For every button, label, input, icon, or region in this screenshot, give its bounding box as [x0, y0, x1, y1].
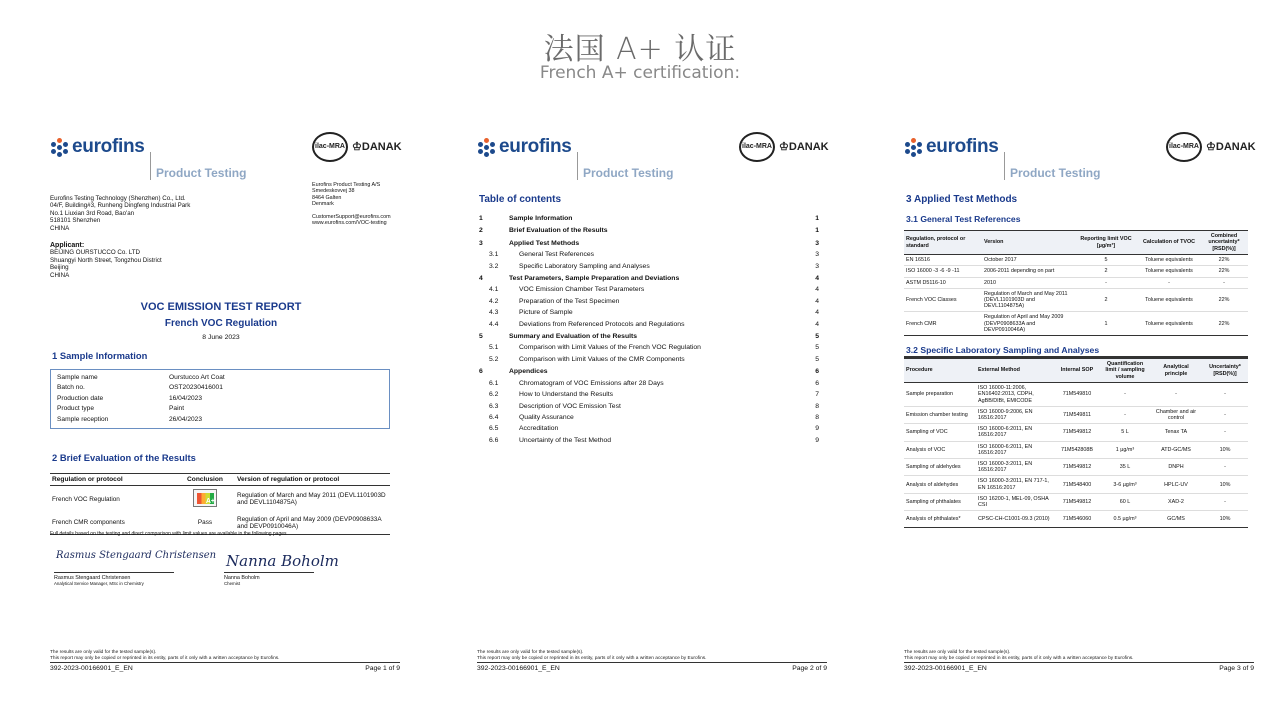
- product-testing-label: Product Testing: [1010, 166, 1101, 180]
- product-testing-label: Product Testing: [583, 166, 674, 180]
- accreditation-logos: [1166, 132, 1260, 164]
- table-row: French CMR Regulation of April and May 2009 (DEVP0908633A and DEVP0910046A) 1 Toluene equivalents 22%: [904, 312, 1248, 336]
- applicant-block: Applicant: BEIJING OURSTUCCO Co. LTD Shuangyi North Street, Tongzhou District Beijing CHINA: [50, 242, 162, 279]
- table-row: Sampling of VOC ISO 16000-6:2011, EN 16516:2017 71M549812 5 L Tenax TA -: [904, 424, 1248, 441]
- accreditation-logos: [312, 132, 406, 164]
- table-of-contents: [479, 212, 819, 446]
- sample-row: Sample name Ourstucco Art Coat: [57, 374, 225, 381]
- toc-entry: 5.1 Comparison with Limit Values of the French VOC Regulation 5: [489, 344, 819, 352]
- table-row: French VOC Regulation A+ Regulation of March and May 2011 (DEVL1101903D and DEVL1104875A): [50, 486, 390, 513]
- toc-entry: 1 Sample Information 1: [479, 215, 819, 222]
- section-2-heading: 2 Brief Evaluation of the Results: [52, 452, 196, 463]
- toc-entry: 6.5 Accreditation 9: [489, 425, 819, 433]
- signer-2-role: Chemist: [224, 581, 241, 586]
- toc-title: Table of contents: [479, 194, 562, 205]
- evaluation-table: Regulation or protocol Conclusion Version of regulation or protocol French VOC Regulation A+ Regulation of March and May 2011 (DEVL1101903D and DEVL1104875A) French CMR components Pass Regulation of April and May 2009 (DEVP0908633A and DEVP0910046A): [50, 473, 390, 535]
- toc-entry: 6.6 Uncertainty of the Test Method 9: [489, 436, 819, 444]
- eurofins-dots-icon: [904, 138, 924, 158]
- slide-title: 法国 A+ 认证: [543, 32, 737, 67]
- sample-row: Production date 16/04/2023: [57, 394, 203, 402]
- sample-row: Batch no. OST20230416001: [57, 384, 223, 392]
- toc-entry: 6 Appendices 6: [479, 368, 819, 376]
- slide-subtitle: French A+ certification:: [539, 63, 741, 83]
- toc-entry: 5.2 Comparison with Limit Values of the CMR Components 5: [489, 355, 819, 363]
- report-id: 392-2023-00166901_E_EN: [477, 665, 560, 672]
- ilac-mra-logo: ilac-MRA: [312, 132, 348, 162]
- sample-info-box: [50, 369, 390, 429]
- report-page-3: [900, 126, 1260, 678]
- ilac-mra-logo: ilac-MRA: [1166, 132, 1202, 162]
- page-number: Page 3 of 9: [1219, 665, 1254, 672]
- sample-row: Sample reception 26/04/2023: [57, 415, 203, 423]
- table-row: Analysis of phthalates* CPSC-CH-C1001-09.3 (2010) 71M546060 0.5 µg/m³ GC/MS 10%: [904, 511, 1248, 528]
- section-3-1-heading: 3.1 General Test References: [906, 214, 1021, 224]
- sample-row: Product type Paint: [57, 405, 185, 413]
- page-number: Page 1 of 9: [365, 665, 400, 672]
- signature-2: Nanna Boholm: [226, 552, 339, 570]
- brand-name: eurofins: [499, 136, 572, 157]
- danak-logo: ♔DANAK: [1206, 141, 1256, 153]
- danak-logo: ♔DANAK: [352, 141, 402, 153]
- toc-entry: 4.1 VOC Emission Chamber Test Parameters 4: [489, 286, 819, 294]
- full-details-note: Full details based on the testing and direct comparison with limit values are available in the following pages: [50, 531, 287, 537]
- table-row: Sampling of phthalates ISO 16200-1, MEL-09, OSHA CSI 71M549812 60 L XAD-2 -: [904, 493, 1248, 510]
- danak-logo: ♔DANAK: [779, 141, 829, 153]
- table-row: Sample preparation ISO 16000-11:2006, EN16402:2013, CDPH, AgBB/DIBt, EMICODE 71M549810 - - -: [904, 383, 1248, 407]
- toc-entry: 4.4 Deviations from Referenced Protocols and Regulations 4: [489, 320, 819, 328]
- specific-sampling-table: Procedure External Method Internal SOP Quantification limit / sampling volume Analytical principle Uncertainty* [RSD(%)] Sample preparation ISO 16000-11:2006, EN16402:2013, CDPH, AgBB/DIBt, EMICODE 71M549810 - - - Emission chamber testing ISO 16000-9:2006, EN 16516:2017 71M549811 - Chamber and air control - Sampling of VOC ISO 16000-6:2011, EN 16516:2017 71M549812 5 L Tenax TA - Analysis of VOC ISO 16000-6:2011, EN 16516:2017 71M542808B 1 µg/m³ ATD-GC/MS 10% Sampling of aldehydes ISO 16000-3:2011, EN 16516:2017 71M549812 35 L DNPH - Analysis of aldehydes ISO 16000-3:2011, EN 717-1, EN 16516:2017 71M548400 3-6 µg/m³ HPLC-UV 10% Sampling of phthalates ISO 16200-1, MEL-09, OSHA CSI 71M549812 60 L XAD-2 - Analysis of phthalates* CPSC-CH-C1001-09.3 (2010) 71M546060 0.5 µg/m³ GC/MS 10%: [904, 358, 1248, 528]
- table-row: Sampling of aldehydes ISO 16000-3:2011, EN 16516:2017 71M549812 35 L DNPH -: [904, 459, 1248, 476]
- signer-1-role: Analytical Service Manager, MSc in Chemistry: [54, 581, 144, 586]
- table-row: EN 16516 October 2017 5 Toluene equivalents 22%: [904, 255, 1248, 266]
- toc-entry: 2 Brief Evaluation of the Results 1: [479, 227, 819, 235]
- dk-address: Eurofins Product Testing A/S Smedeskovvej 38 8464 Galten Denmark CustomerSupport@eurofins.com www.eurofins.com/VOC-testing: [312, 182, 391, 227]
- table-row: Analysis of aldehydes ISO 16000-3:2011, EN 717-1, EN 16516:2017 71M548400 3-6 µg/m³ HPLC-UV 10%: [904, 476, 1248, 493]
- report-page-1: [46, 126, 406, 678]
- footer-note: The results are only valid for the tested sample(s). This report may only be copied or reprinted in its entity, parts of it only with a written acceptance by Eurofins.: [50, 650, 280, 661]
- accreditation-logos: [739, 132, 833, 164]
- table-row: Analysis of VOC ISO 16000-6:2011, EN 16516:2017 71M542808B 1 µg/m³ ATD-GC/MS 10%: [904, 441, 1248, 458]
- toc-entry: 6.2 How to Understand the Results 7: [489, 391, 819, 399]
- report-date: 8 June 2023: [202, 334, 240, 341]
- a-plus-label-icon: A+: [193, 489, 217, 507]
- report-subtitle: French VOC Regulation: [164, 318, 278, 329]
- toc-entry: 5 Summary and Evaluation of the Results 5: [479, 333, 819, 341]
- footer-note: The results are only valid for the tested sample(s). This report may only be copied or reprinted in its entity, parts of it only with a written acceptance by Eurofins.: [477, 650, 707, 661]
- toc-entry: 4 Test Parameters, Sample Preparation and Deviations 4: [479, 275, 819, 283]
- eurofins-logo: [477, 136, 697, 180]
- report-page-2: [473, 126, 833, 678]
- table-row: French VOC Classes Regulation of March and May 2011 (DEVL1101903D and DEVL1104875A) 2 Toluene equivalents 22%: [904, 288, 1248, 312]
- toc-entry: 3.2 Specific Laboratory Sampling and Analyses 3: [489, 262, 819, 270]
- signer-2-name: Nanna Boholm: [224, 575, 260, 581]
- product-testing-label: Product Testing: [156, 166, 247, 180]
- section-3-heading: 3 Applied Test Methods: [906, 194, 1018, 205]
- eurofins-dots-icon: [477, 138, 497, 158]
- lab-address: Eurofins Testing Technology (Shenzhen) Co., Ltd. 04/F, Building#3, Runheng Dingfeng Industrial Park No.1 Liuxian 3rd Road, Bao'an 518101 Shenzhen CHINA: [50, 195, 191, 232]
- ilac-mra-logo: ilac-MRA: [739, 132, 775, 162]
- page-number: Page 2 of 9: [792, 665, 827, 672]
- general-references-table: Regulation, protocol or standard Version Reporting limit VOC [µg/m³] Calculation of TVOC Combined uncertainty* [RSD(%)] EN 16516 October 2017 5 Toluene equivalents 22% ISO 16000 -3 -6 -9 -11 2006-2011 depending on part 2 Toluene equivalents 22% ASTM D5116-10 2010 - - - French VOC Classes Regulation of March and May 2011 (DEVL1101903D and DEVL1104875A) 2 Toluene equivalents 22% French CMR Regulation of April and May 2009 (DEVP0908633A and DEVP0910046A) 1 Toluene equivalents 22%: [904, 230, 1248, 336]
- section-1-heading: 1 Sample Information: [52, 350, 148, 361]
- toc-entry: 6.4 Quality Assurance 8: [489, 413, 819, 421]
- eurofins-logo: [50, 136, 270, 180]
- toc-entry: 6.3 Description of VOC Emission Test 8: [489, 402, 819, 410]
- brand-name: eurofins: [926, 136, 999, 157]
- table-row: ASTM D5116-10 2010 - - -: [904, 277, 1248, 288]
- eurofins-dots-icon: [50, 138, 70, 158]
- eurofins-logo: [904, 136, 1124, 180]
- brand-name: eurofins: [72, 136, 145, 157]
- table-row: French CMR components Pass Regulation of April and May 2009 (DEVP0908633A and DEVP0910046A): [50, 513, 390, 535]
- toc-entry: 4.3 Picture of Sample 4: [489, 309, 819, 317]
- toc-entry: 6.1 Chromatogram of VOC Emissions after 28 Days 6: [489, 379, 819, 387]
- table-row: Emission chamber testing ISO 16000-9:2006, EN 16516:2017 71M549811 - Chamber and air control -: [904, 406, 1248, 423]
- toc-entry: 4.2 Preparation of the Test Specimen 4: [489, 297, 819, 305]
- section-3-2-heading: 3.2 Specific Laboratory Sampling and Analyses: [906, 345, 1100, 355]
- report-id: 392-2023-00166901_E_EN: [50, 665, 133, 672]
- table-row: ISO 16000 -3 -6 -9 -11 2006-2011 depending on part 2 Toluene equivalents 22%: [904, 266, 1248, 277]
- report-title: VOC EMISSION TEST REPORT: [140, 301, 302, 313]
- toc-entry: 3 Applied Test Methods 3: [479, 239, 819, 247]
- footer-note: The results are only valid for the tested sample(s). This report may only be copied or reprinted in its entity, parts of it only with a written acceptance by Eurofins.: [904, 650, 1134, 661]
- signer-1-name: Rasmus Stengaard Christensen: [54, 575, 131, 581]
- signature-1: Rasmus Stengaard Christensen: [56, 550, 217, 561]
- report-id: 392-2023-00166901_E_EN: [904, 665, 987, 672]
- toc-entry: 3.1 General Test References 3: [489, 251, 819, 259]
